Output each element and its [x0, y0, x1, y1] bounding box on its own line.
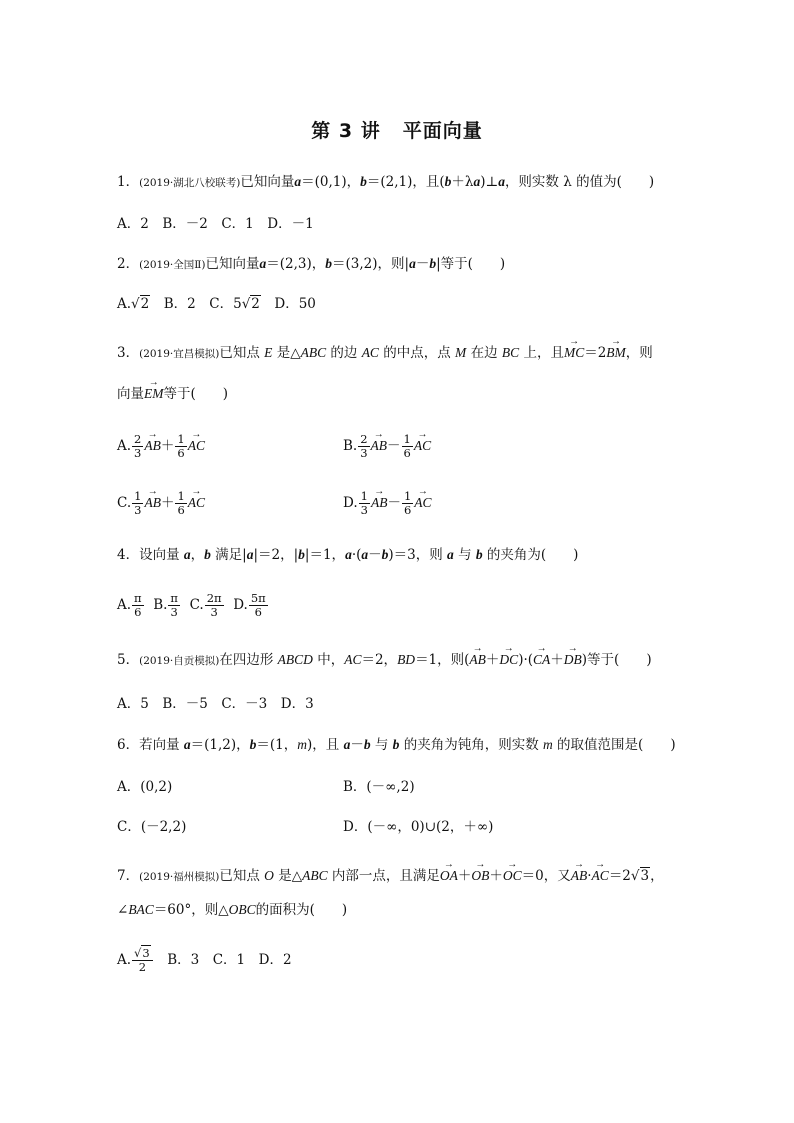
question-3-option-b: B. $\frac{2}{3}$ → AB－ $\frac{1}{6}$ → AC [343, 433, 431, 460]
question-source: (2019·全国Ⅱ) [139, 259, 206, 271]
question-3-option-c: C. $\frac{1}{3}$ → AB＋ $\frac{1}{6}$ → AC [117, 490, 205, 517]
vector: → DC [499, 650, 518, 670]
question-2: 2．(2019·全国Ⅱ)已知向量a＝(2,3)，b＝(3,2)，则|a－b|等于( ) [117, 256, 506, 272]
question-6-option-b: B．(－∞,2) [343, 779, 415, 795]
sqrt: √2 [131, 296, 150, 312]
question-3-line-2: 向量→ EM等于( ) [117, 384, 228, 404]
lesson-number: 第 3 讲 [311, 120, 381, 142]
question-4: 4．设向量 a，b 满足|a|＝2，|b|＝1，a·(a－b)＝3，则 a 与 b 的夹角为( ) [117, 547, 579, 563]
question-3-option-a: A. $\frac{2}{3}$ → AB＋ $\frac{1}{6}$ → AC [117, 433, 205, 460]
sqrt: √3 [630, 868, 650, 884]
question-2-options: A.√2 B．2 C．5√2 D．50 [117, 296, 316, 312]
question-7-line-2: ∠BAC＝60°，则△OBC的面积为( ) [117, 902, 348, 918]
vector: → EM [144, 384, 164, 404]
question-5-options: A．5 B．－5 C．－3 D．3 [117, 696, 314, 712]
question-6-option-d: D．(－∞，0)∪(2，＋∞) [343, 819, 494, 835]
question-6-option-c: C．(－2,2) [117, 819, 187, 835]
question-1-options: A．2 B．－2 C．1 D．－1 [117, 216, 314, 232]
question-6: 6．若向量 a＝(1,2)，b＝(1，m)，且 a－b 与 b 的夹角为钝角，则实数 m 的取值范围是( ) [117, 737, 676, 753]
question-5: 5．(2019·自贡模拟)在四边形 ABCD 中，AC＝2，BD＝1，则(→ AB＋→ DC)·(→ CA＋→ DB)等于( ) [117, 650, 652, 671]
vector: → DB [564, 650, 582, 670]
vector: → OA [440, 866, 458, 886]
question-source: (2019·湖北八校联考) [139, 177, 241, 189]
question-source: (2019·宜昌模拟) [139, 348, 220, 360]
vector: → AB [571, 866, 588, 886]
lesson-topic: 平面向量 [402, 120, 483, 142]
question-6-option-a: A．(0,2) [117, 779, 173, 795]
question-3: 3．(2019·宜昌模拟)已知点 E 是△ABC 的边 AC 的中点，点 M 在边 BC 上，且→ MC＝2→ BM，则 [117, 343, 653, 364]
question-source: (2019·福州模拟) [139, 871, 220, 883]
vector: → CA [533, 650, 550, 670]
question-3-option-d: D. $\frac{1}{3}$ → AB－ $\frac{1}{6}$ → AC [343, 490, 432, 517]
vector: → AC [592, 866, 609, 886]
vector: → BM [606, 343, 626, 363]
vector: → OB [471, 866, 489, 886]
question-7: 7．(2019·福州模拟)已知点 O 是△ABC 内部一点，且满足→ OA＋→ OB＋→ OC＝0，又→ AB·→ AC＝2√3， [117, 866, 664, 887]
vector: → AB [469, 650, 486, 670]
sqrt: √2 [241, 296, 260, 312]
vector: → OC [503, 866, 522, 886]
question-4-options: A. $\frac{\pi}{6}$ B. $\frac{\pi}{3}$ C. $\frac{2\pi}{3}$ D. $\frac{5\pi}{6}$ [117, 591, 266, 619]
question-1: 1．(2019·湖北八校联考)已知向量a＝(0,1)，b＝(2,1)，且(b＋λa)⊥a，则实数 λ 的值为( ) [117, 174, 655, 190]
question-7-options: A. $\frac{√3}{2}$ B．3 C．1 D．2 [117, 946, 292, 974]
page-title [0, 116, 794, 143]
question-source: (2019·自贡模拟) [139, 655, 220, 667]
vector: → MC [564, 343, 584, 363]
